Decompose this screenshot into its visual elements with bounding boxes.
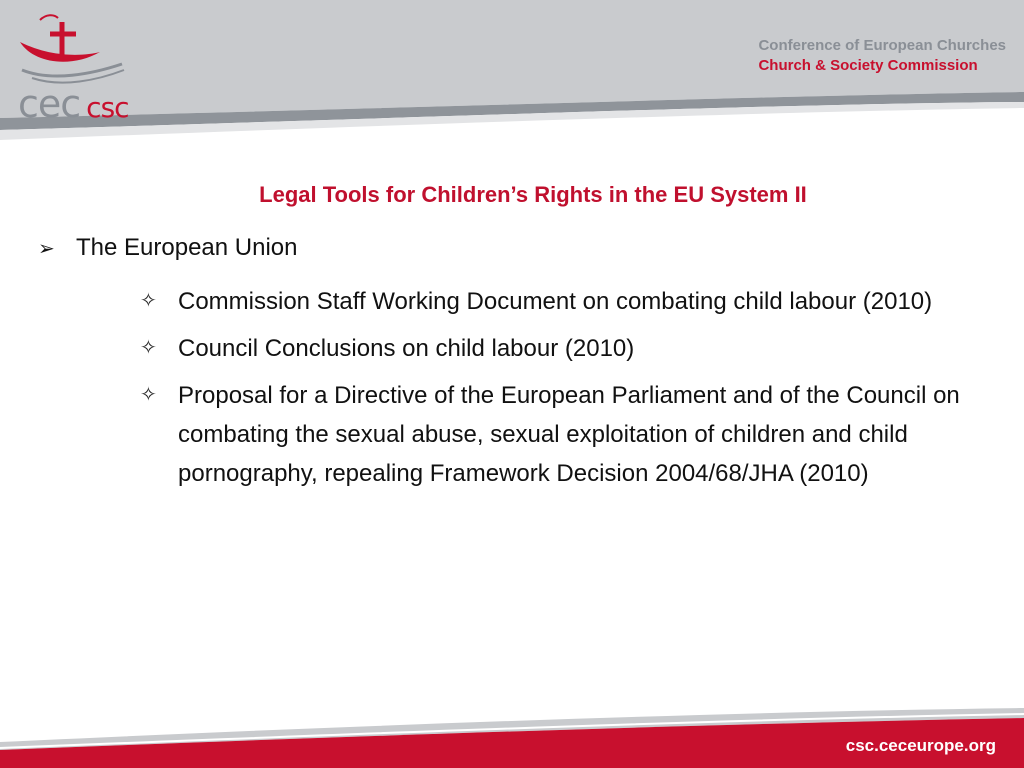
logo-wordmark xyxy=(18,82,129,127)
sub-bullet-text: Commission Staff Working Document on combating child labour (2010) xyxy=(178,288,933,315)
bullet-level1-text: The European Union xyxy=(76,234,298,261)
sub-bullet-item xyxy=(140,329,980,368)
star-bullet-icon: ✧ xyxy=(140,337,157,359)
arrow-bullet-icon: ➢ xyxy=(38,238,55,260)
footer-band xyxy=(0,698,1024,768)
logo-csc-text: csc xyxy=(86,91,129,124)
slide-title: Legal Tools for Children’s Rights in the EU System II xyxy=(259,182,807,207)
sub-bullet-list xyxy=(140,282,980,501)
star-bullet-icon: ✧ xyxy=(140,290,157,312)
bullet-level1 xyxy=(38,234,297,262)
sub-bullet-item xyxy=(140,282,980,321)
sub-bullet-text: Proposal for a Directive of the European Parliament and of the Council on combating the sexual abuse, sexual exploitation of children and child pornography, repealing Framework Decision 2004/68/JHA (2010) xyxy=(178,382,960,487)
sub-bullet-item xyxy=(140,376,980,493)
logo-cec-text: cec xyxy=(18,82,81,126)
sub-bullet-text: Council Conclusions on child labour (2010) xyxy=(178,335,635,362)
ship-cross-icon xyxy=(12,12,172,92)
footer-url-link[interactable]: csc.ceceurope.org xyxy=(845,736,996,755)
commission-name: Church & Society Commission xyxy=(758,57,978,74)
organization-name: Conference of European Churches xyxy=(758,37,1006,54)
organization-block xyxy=(758,36,1006,76)
star-bullet-icon: ✧ xyxy=(140,384,157,406)
